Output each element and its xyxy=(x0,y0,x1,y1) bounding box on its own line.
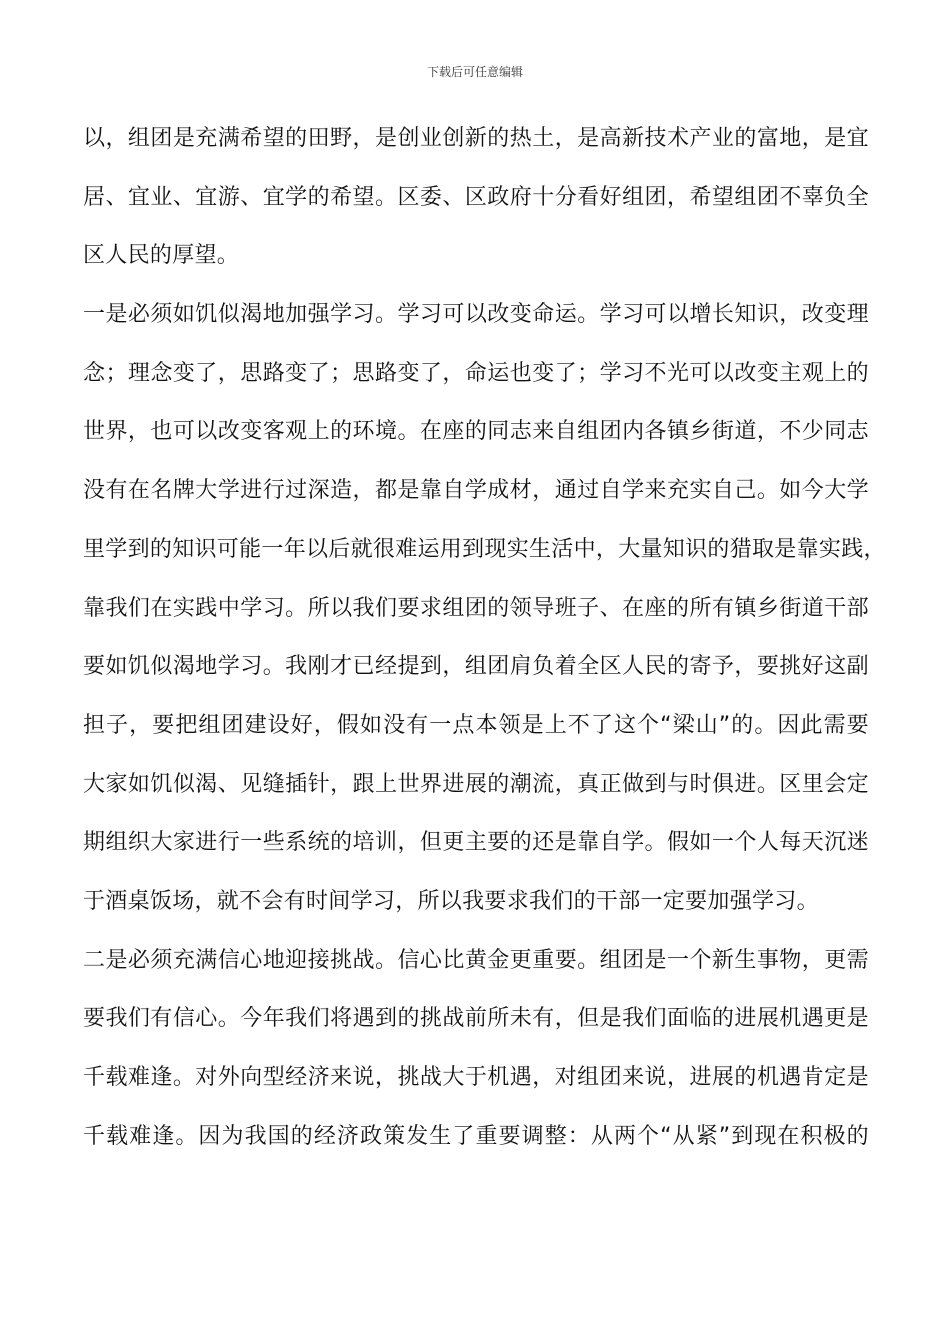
text-line: 二是必须充满信心地迎接挑战。信心比黄金更重要。组团是一个新生事物，更需 xyxy=(83,947,869,973)
text-line: 千载难逢。对外向型经济来说，挑战大于机遇，对组团来说，进展的机遇肯定是 xyxy=(83,1065,869,1090)
text-line: 大家如饥似渴、见缝插针，跟上世界进展的潮流，真正做到与时俱进。区里会定 xyxy=(83,771,869,797)
text-line: 靠我们在实践中学习。所以我们要求组团的领导班子、在座的所有镇乡街道干部 xyxy=(83,595,869,621)
text-line: 一是必须如饥似渴地加强学习。学习可以改变命运。学习可以增长知识，改变理 xyxy=(83,302,869,328)
text-line: 以，组团是充满希望的田野，是创业创新的热土，是高新技术产业的富地，是宜 xyxy=(83,126,869,151)
text-line: 于酒桌饭场，就不会有时间学习，所以我要求我们的干部一定要加强学习。 xyxy=(83,888,819,914)
text-line: 期组织大家进行一些系统的培训，但更主要的还是靠自学。假如一个人每天沉迷 xyxy=(83,830,869,856)
text-line: 念；理念变了，思路变了；思路变了，命运也变了；学习不光可以改变主观上的 xyxy=(83,360,869,386)
text-line: 要我们有信心。今年我们将遇到的挑战前所未有，但是我们面临的进展机遇更是 xyxy=(83,1006,869,1032)
text-line: 担子，要把组团建设好，假如没有一点本领是上不了这个“梁山”的。因此需要 xyxy=(83,712,869,738)
text-line: 世界，也可以改变客观上的环境。在座的同志来自组团内各镇乡街道，不少同志 xyxy=(83,419,869,445)
text-line: 里学到的知识可能一年以后就很难运用到现实生活中，大量知识的猎取是靠实践， xyxy=(83,536,886,562)
text-line: 没有在名牌大学进行过深造，都是靠自学成材，通过自学来充实自己。如今大学 xyxy=(83,478,869,504)
text-line: 区人民的厚望。 xyxy=(83,243,240,269)
page-header: 下载后可任意编辑 xyxy=(426,65,523,79)
document-body xyxy=(83,110,886,1166)
text-line: 要如饥似渴地学习。我刚才已经提到，组团肩负着全区人民的寄予，要挑好这副 xyxy=(83,654,869,680)
text-line: 千载难逢。因为我国的经济政策发生了重要调整：从两个“从紧”到现在积极的 xyxy=(83,1123,869,1149)
text-line: 居、宜业、宜游、宜学的希望。区委、区政府十分看好组团，希望组团不辜负全 xyxy=(83,184,869,210)
